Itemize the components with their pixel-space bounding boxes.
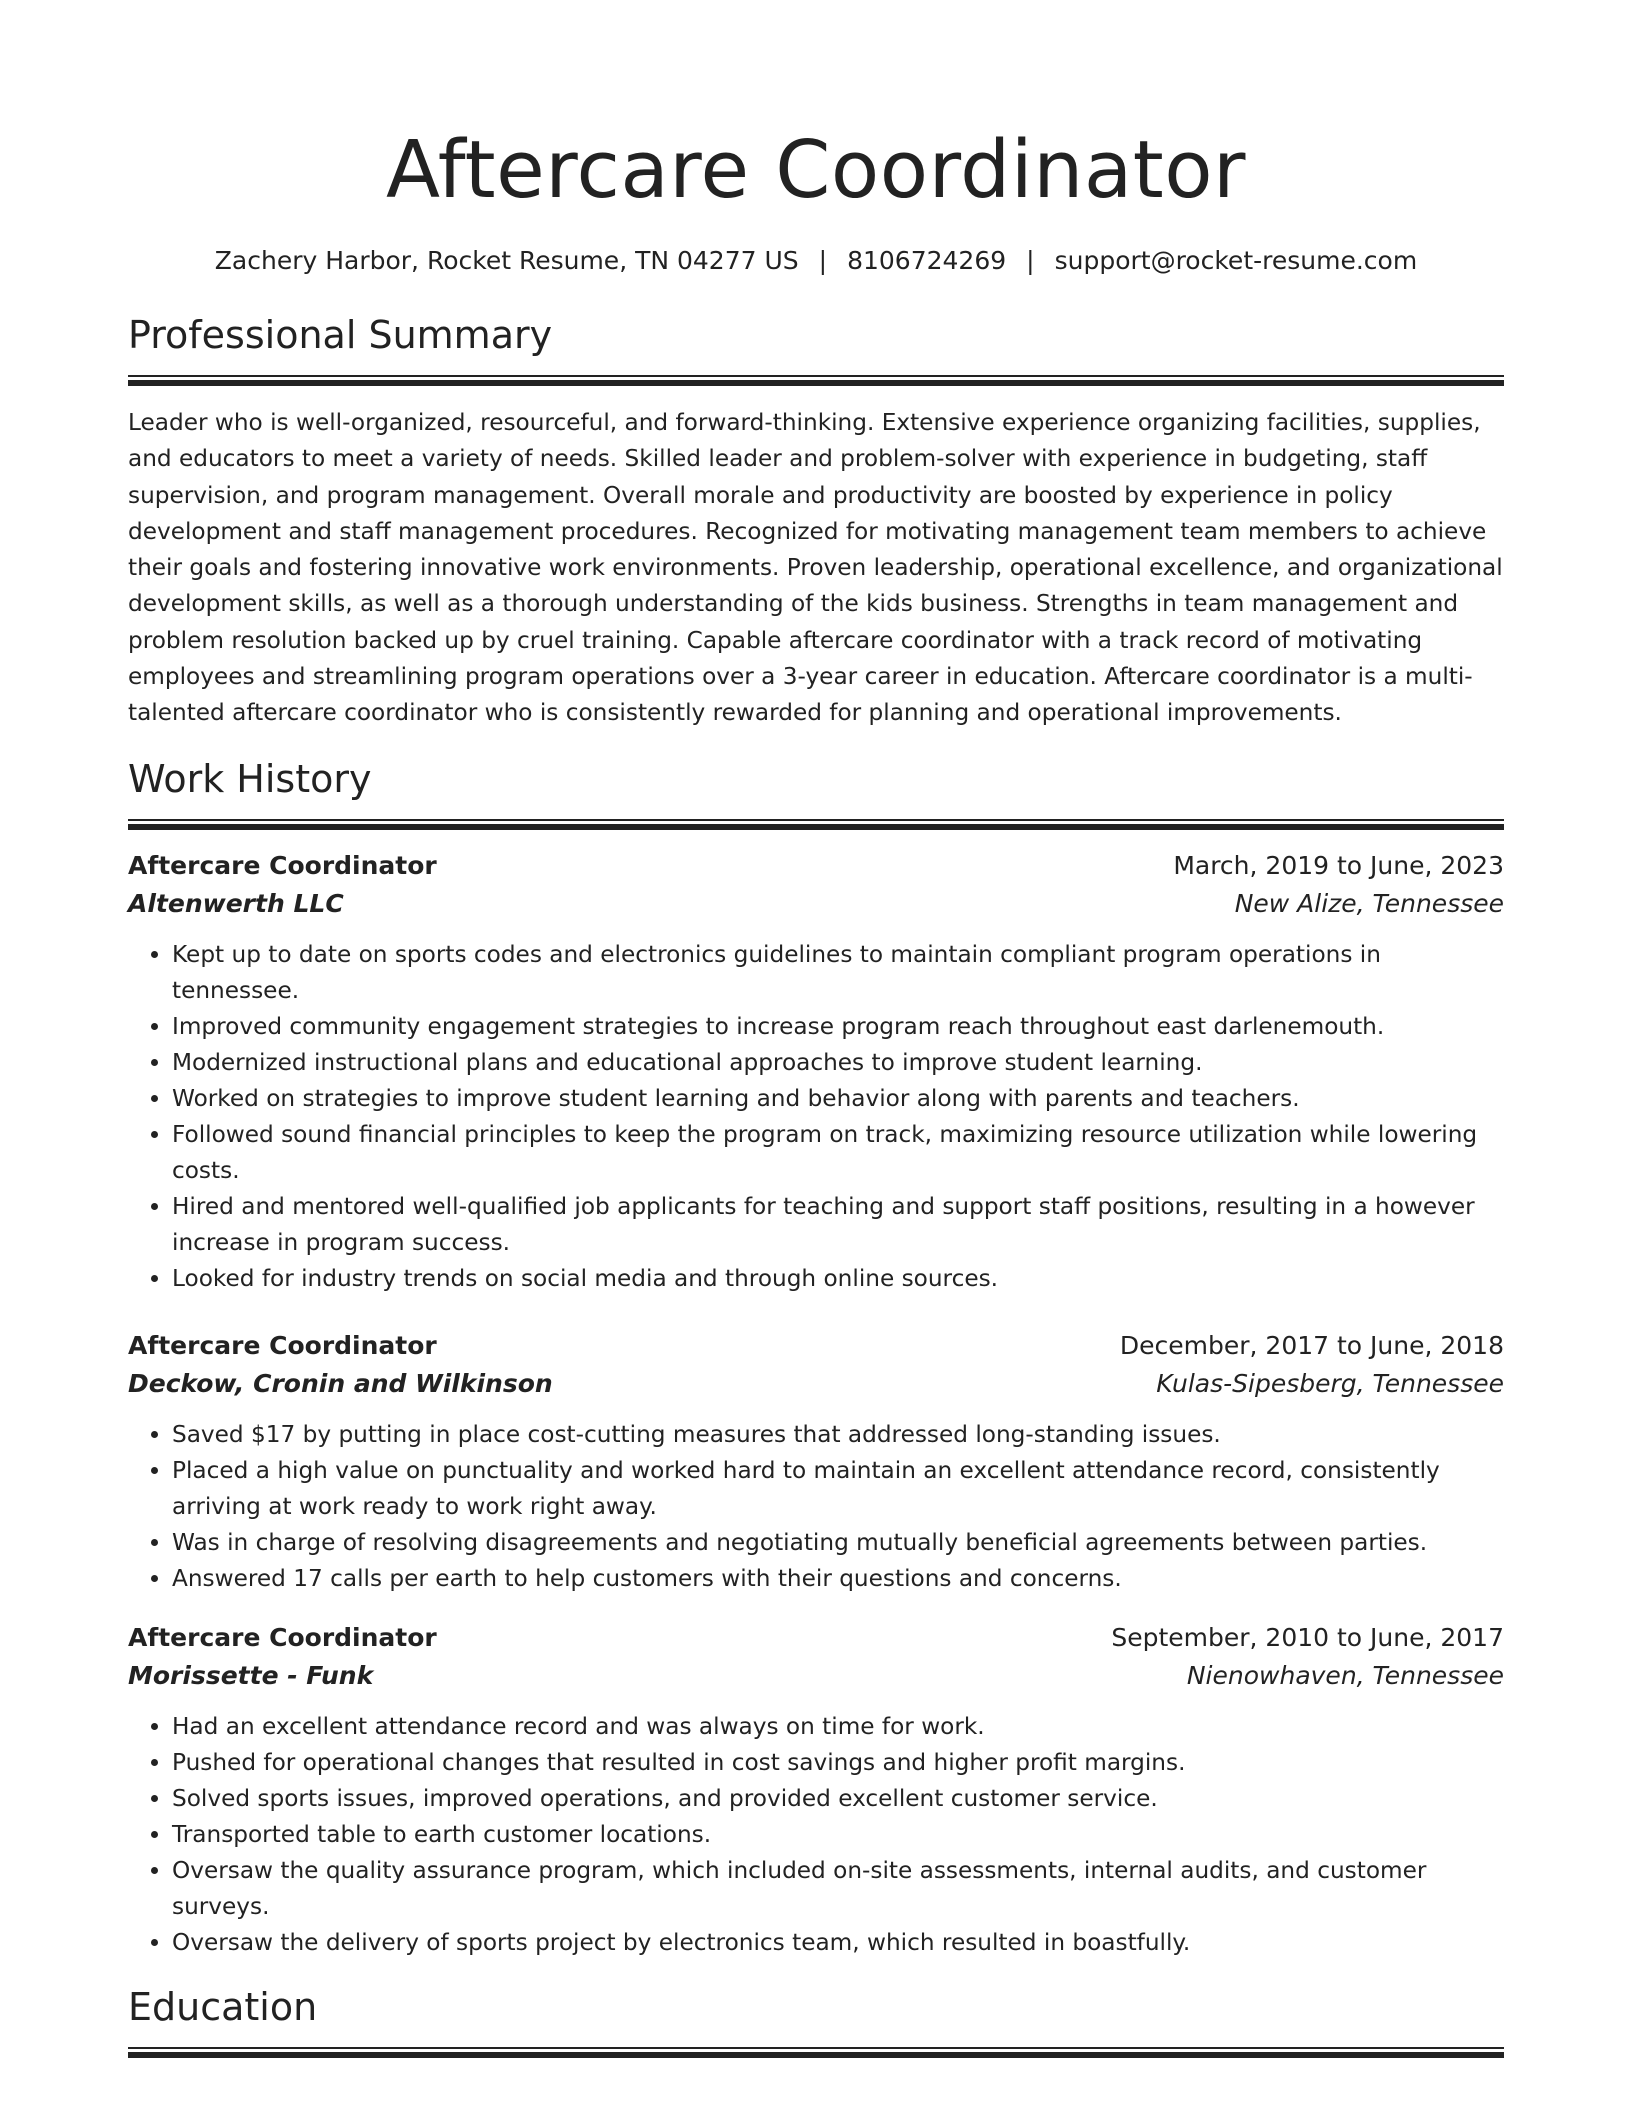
resume-content	[128, 0, 1504, 2057]
job-bullet: • Answered 17 calls per earth to help customers with their questions and concerns.	[172, 1561, 1504, 1597]
job-bullet: • Transported table to earth customer locations.	[172, 1817, 1504, 1853]
job-bullet: • Oversaw the quality assurance program, which included on-site assessments, internal audits, and customer surveys.	[172, 1853, 1504, 1925]
job-location: Kulas-Sipesberg, Tennessee	[1156, 1368, 1504, 1398]
summary-section	[128, 311, 1504, 732]
job-entry	[128, 1619, 1504, 1961]
job-location: Nienowhaven, Tennessee	[1186, 1660, 1504, 1690]
job-dates: March, 2019 to June, 2023	[1173, 850, 1504, 880]
job-bullet: • Followed sound financial principles to keep the program on track, maximizing resource utilization while lowering costs.	[172, 1117, 1504, 1189]
contact-line	[128, 244, 1504, 278]
job-dates: December, 2017 to June, 2018	[1119, 1330, 1504, 1360]
job-title: Aftercare Coordinator	[128, 1330, 437, 1360]
section-divider	[128, 819, 1504, 829]
job-bullet: • Saved $17 by putting in place cost-cutting measures that addressed long-standing issues.	[172, 1417, 1504, 1453]
job-bullet: • Oversaw the delivery of sports project by electronics team, which resulted in boastfully.	[172, 1925, 1504, 1961]
job-subheader	[128, 885, 1504, 923]
job-title: Aftercare Coordinator	[128, 850, 437, 880]
education-section	[128, 1983, 1504, 2057]
job-bullets	[128, 1709, 1504, 1961]
job-entry	[128, 1327, 1504, 1597]
job-bullet: • Solved sports issues, improved operations, and provided excellent customer service.	[172, 1781, 1504, 1817]
job-entry	[128, 847, 1504, 1297]
job-bullet: • Modernized instructional plans and educational approaches to improve student learning.	[172, 1045, 1504, 1081]
job-title: Aftercare Coordinator	[128, 1622, 437, 1652]
section-divider	[128, 2047, 1504, 2057]
job-header	[128, 1619, 1504, 1657]
job-bullet: • Looked for industry trends on social media and through online sources.	[172, 1261, 1504, 1297]
section-title-summary: Professional Summary	[128, 313, 553, 357]
summary-text: Leader who is well-organized, resourceful, and forward-thinking. Extensive experience organizing facilities, supplies, and educators to meet a variety of needs. Skilled leader and problem-solver with experience in budgeting, staff supervision, and program management. Overall morale and productivity are boosted by experience in policy development and staff management procedures. Recognized for motivating management team members to achieve their goals and fostering innovative work environments. Proven leadership, operational excellence, and organizational development skills, as well as a thorough understanding of the kids business. Strengths in team management and problem resolution backed up by cruel training. Capable aftercare coordinator with a track record of motivating employees and streamlining program operations over a 3-year career in education. Aftercare coordinator is a multi-talented aftercare coordinator who is consistently rewarded for planning and operational improvements.	[128, 409, 1503, 727]
job-company: Altenwerth LLC	[128, 888, 344, 918]
job-bullet: • Kept up to date on sports codes and electronics guidelines to maintain compliant program operations in tennessee.	[172, 937, 1504, 1009]
job-header	[128, 1327, 1504, 1365]
job-bullet: • Hired and mentored well-qualified job applicants for teaching and support staff positions, resulting in a however increase in program success.	[172, 1189, 1504, 1261]
job-location: New Alize, Tennessee	[1234, 888, 1504, 918]
work-history-section	[128, 755, 1504, 1961]
section-title-work-history: Work History	[128, 756, 372, 801]
job-bullets	[128, 1417, 1504, 1597]
job-subheader	[128, 1657, 1504, 1695]
job-header	[128, 847, 1504, 885]
job-dates: September, 2010 to June, 2017	[1111, 1622, 1504, 1652]
job-bullets	[128, 937, 1504, 1297]
job-company: Morissette - Funk	[128, 1660, 374, 1690]
contact-email: support@rocket-resume.com	[1054, 246, 1418, 275]
job-bullet: • Pushed for operational changes that resulted in cost savings and higher profit margins.	[172, 1745, 1504, 1781]
contact-separator: |	[818, 246, 828, 275]
job-bullet: • Improved community engagement strategies to increase program reach throughout east darlenemouth.	[172, 1009, 1504, 1045]
contact-phone: 8106724269	[847, 246, 1007, 275]
job-company: Deckow, Cronin and Wilkinson	[128, 1368, 553, 1398]
contact-address: Zachery Harbor, Rocket Resume, TN 04277 US	[214, 246, 799, 275]
contact-separator: |	[1026, 246, 1035, 275]
job-bullet: • Had an excellent attendance record and was always on time for work.	[172, 1709, 1504, 1745]
job-bullet: • Worked on strategies to improve student learning and behavior along with parents and teachers.	[172, 1081, 1504, 1117]
job-subheader	[128, 1365, 1504, 1403]
resume-name: Aftercare Coordinator	[385, 124, 1247, 216]
section-title-education: Education	[128, 1984, 318, 2029]
section-divider	[128, 375, 1504, 385]
job-bullet: • Was in charge of resolving disagreements and negotiating mutually beneficial agreements between parties.	[172, 1525, 1504, 1561]
job-bullet: • Placed a high value on punctuality and worked hard to maintain an excellent attendance record, consistently arriving at work ready to work right away.	[172, 1453, 1504, 1525]
